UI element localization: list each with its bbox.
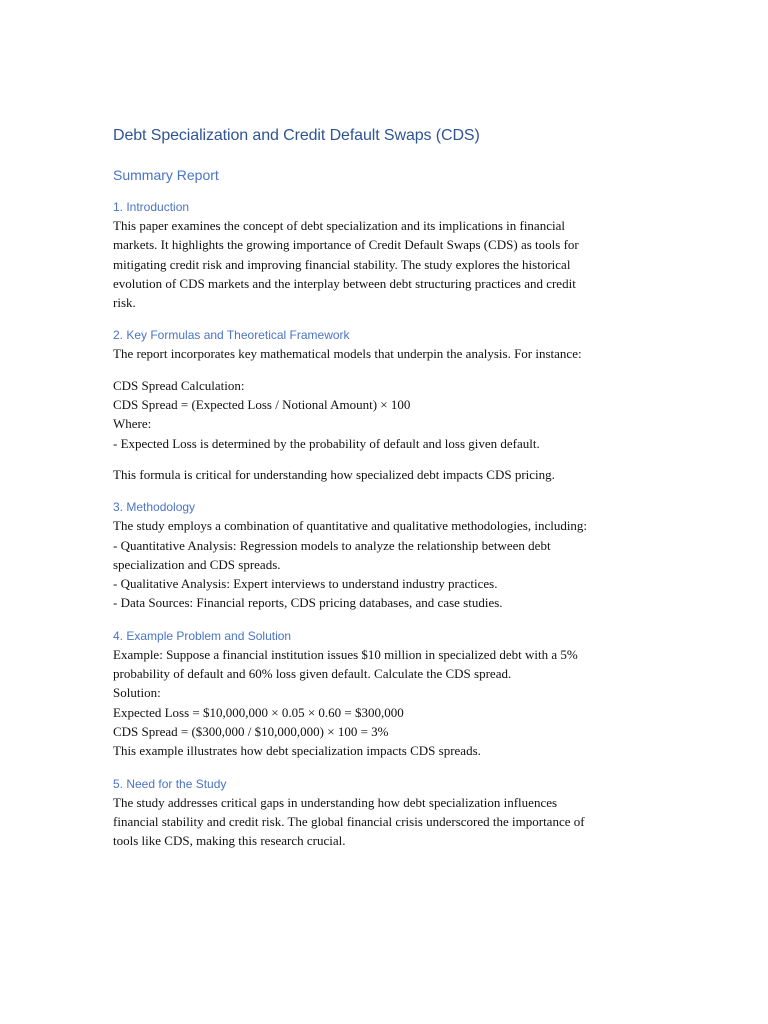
text-line: evolution of CDS markets and the interplay between debt structuring practices and credit: [113, 275, 576, 291]
section-methodology: [113, 498, 653, 612]
text-line: CDS Spread Calculation:: [113, 377, 245, 393]
text-line: The study addresses critical gaps in understanding how debt specialization influences: [113, 794, 558, 810]
text-line: The report incorporates key mathematical models that underpin the analysis. For instance:: [113, 346, 582, 362]
section-heading: 2. Key Formulas and Theoretical Framework: [113, 328, 350, 343]
text-line: tools like CDS, making this research crucial.: [113, 833, 346, 849]
text-line: Solution:: [113, 685, 161, 701]
document-page: [113, 124, 653, 850]
text-line: financial stability and credit risk. The global financial crisis underscored the importance of: [113, 813, 585, 829]
text-line: mitigating credit risk and improving financial stability. The study explores the historical: [113, 256, 571, 272]
section-intro: [113, 344, 653, 363]
formula-block: [113, 376, 653, 453]
section-example-problem: [113, 627, 653, 761]
text-line: Example: Suppose a financial institution issues $10 million in specialized debt with a 5%: [113, 646, 578, 662]
text-line: specialization and CDS spreads.: [113, 556, 281, 572]
text-line: This paper examines the concept of debt specialization and its implications in financial: [113, 218, 565, 233]
section-need-for-study: [113, 775, 653, 851]
text-line: Where:: [113, 416, 152, 432]
text-line: Expected Loss = $10,000,000 × 0.05 × 0.60 = $300,000: [113, 704, 404, 720]
section-body: [113, 216, 653, 312]
document-title: Debt Specialization and Credit Default Swaps (CDS): [113, 127, 480, 144]
text-line: markets. It highlights the growing importance of Credit Default Swaps (CDS) as tools for: [113, 237, 579, 253]
text-line: This example illustrates how debt specialization impacts CDS spreads.: [113, 743, 481, 759]
section-body: [113, 645, 653, 761]
text-line: - Expected Loss is determined by the probability of default and loss given default.: [113, 435, 540, 451]
section-introduction: [113, 198, 653, 312]
section-heading: 5. Need for the Study: [113, 776, 227, 791]
text-line: CDS Spread = ($300,000 / $10,000,000) × 100 = 3%: [113, 723, 389, 739]
section-key-formulas: [113, 326, 653, 484]
text-line: probability of default and 60% loss given default. Calculate the CDS spread.: [113, 666, 512, 682]
text-line: CDS Spread = (Expected Loss / Notional Amount) × 100: [113, 397, 411, 413]
section-closing: [113, 465, 653, 484]
section-body: [113, 516, 653, 612]
section-heading: 1. Introduction: [113, 200, 190, 214]
section-heading: 4. Example Problem and Solution: [113, 628, 292, 643]
text-line: This formula is critical for understanding how specialized debt impacts CDS pricing.: [113, 466, 555, 482]
text-line: The study employs a combination of quantitative and qualitative methodologies, including:: [113, 518, 588, 534]
section-heading: 3. Methodology: [113, 500, 196, 515]
document-subtitle: Summary Report: [113, 167, 219, 183]
text-line: - Quantitative Analysis: Regression models to analyze the relationship between debt: [113, 537, 551, 553]
text-line: - Data Sources: Financial reports, CDS pricing databases, and case studies.: [113, 595, 503, 611]
text-line: - Qualitative Analysis: Expert interviews to understand industry practices.: [113, 576, 498, 592]
section-body: [113, 793, 653, 851]
text-line: risk.: [113, 295, 136, 311]
